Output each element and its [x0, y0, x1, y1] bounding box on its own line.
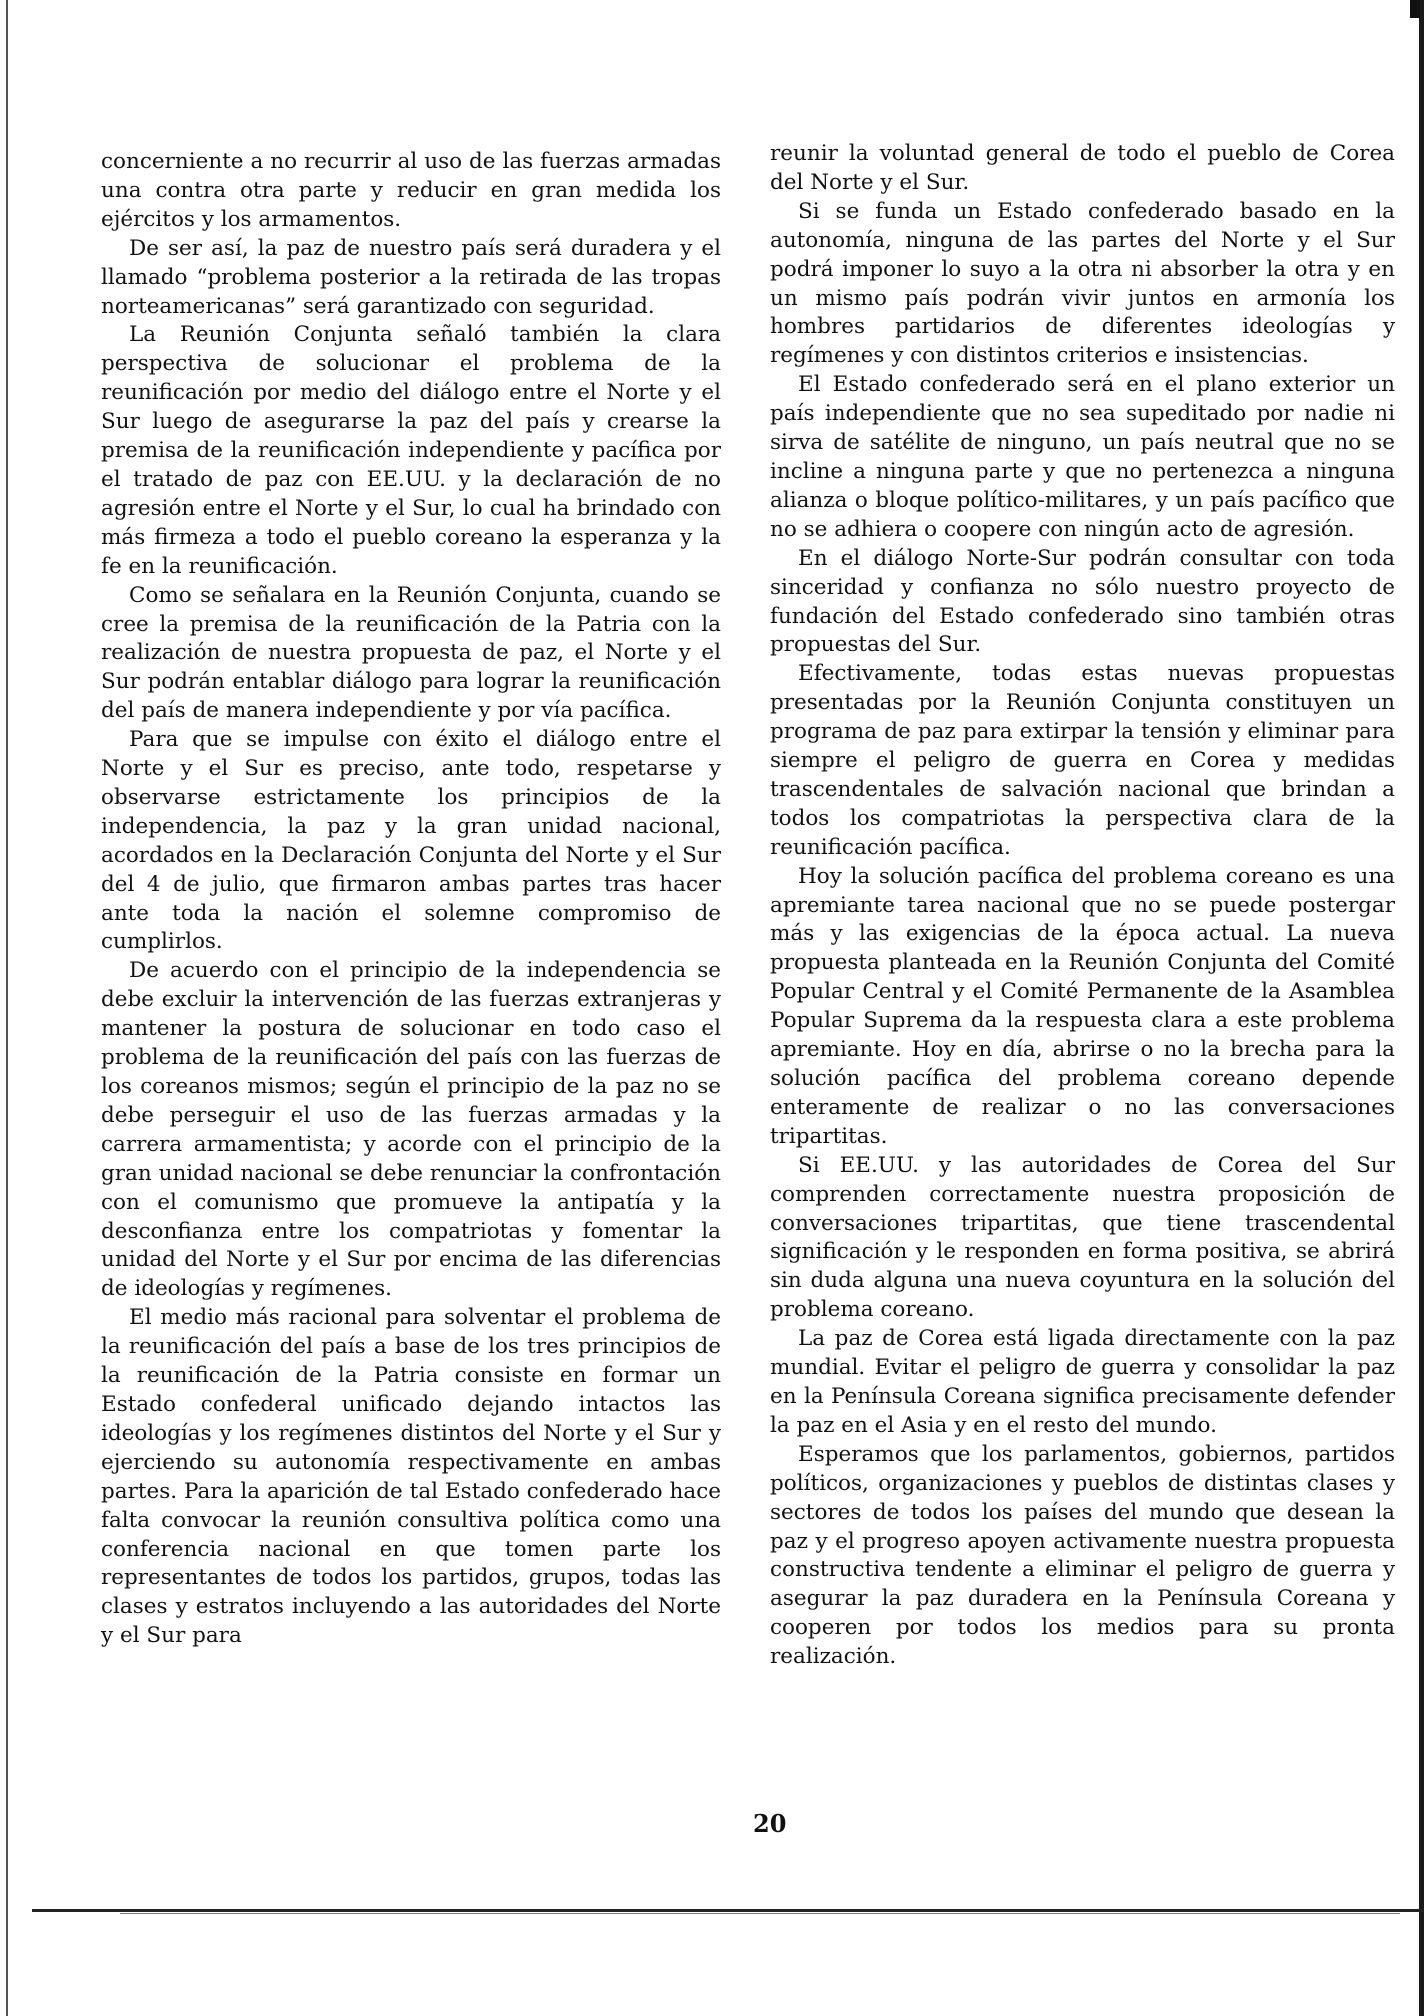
paragraph: Si se funda un Estado confederado basado en la autonomía, ninguna de las partes del Norte y el Sur podrá imponer lo suyo a la otra ni absorber la otra y en un mismo país podrán vivir juntos en armonía los hombres partidarios de diferentes ideologías y regímenes y con distintos criterios e insistencias.: [770, 198, 1395, 369]
paragraph: Efectivamente, todas estas nuevas propuestas presentadas por la Reunión Conjunta constituyen un programa de paz para extirpar la tensión y eliminar para siempre el peligro de guerra en Corea y medidas trascendentales de salvación nacional que brindan a todos los compatriotas la perspectiva clara de la reunificación pacífica.: [770, 661, 1395, 860]
paragraph: El Estado confederado será en el plano exterior un país independiente que no sea supeditado por nadie ni sirva de satélite de ninguno, un país neutral que no se incline a ninguna parte y que no pertenezca a ninguna alianza o bloque político-militares, y un país pacífico que no se adhiera o coopere con ningún acto de agresión.: [770, 372, 1395, 542]
paragraph: En el diálogo Norte-Sur podrán consultar con toda sinceridad y confianza no sólo nuestro proyecto de fundación del Estado confederado sino también otras propuestas del Sur.: [770, 545, 1395, 658]
paragraph: Como se señalara en la Reunión Conjunta, cuando se cree la premisa de la reunificación de la Patria con la realización de nuestra propuesta de paz, el Norte y el Sur podrán entablar diálogo para lograr la reunificación del país de manera independiente y por vía pacífica.: [101, 582, 721, 724]
paragraph: La paz de Corea está ligada directamente con la paz mundial. Evitar el peligro de guerra y consolidar la paz en la Península Coreana significa precisamente defender la paz en el Asia y en el resto del mundo.: [770, 1326, 1395, 1438]
bottom-rule-thin: [120, 1913, 1400, 1914]
paragraph: De acuerdo con el principio de la independencia se debe excluir la intervención de las fuerzas extranjeras y mantener la postura de solucionar en todo caso el problema de la reunificación del país con las fuerzas de los coreanos mismos; según el principio de la paz no se debe perseguir el uso de las fuerzas armadas y la carrera armamentista; y acorde con el principio de la gran unidad nacional se debe renunciar la confrontación con el comunismo que promueve la antipatía y la desconfianza entre los compatriotas y fomentar la unidad del Norte y el Sur por encima de las diferencias de ideologías y regímenes.: [101, 958, 721, 1302]
right-column: [770, 140, 1395, 1672]
paragraph: Para que se impulse con éxito el diálogo entre el Norte y el Sur es preciso, ante todo, respetarse y observarse estrictamente los principios de la independencia, la paz y la gran unidad nacional, acordados en la Declaración Conjunta del Norte y el Sur del 4 de julio, que firmaron ambas partes tras hacer ante toda la nación el solemne compromiso de cumplirlos.: [101, 727, 721, 955]
page-number: 20: [753, 1809, 787, 1838]
paragraph: Si EE.UU. y las autoridades de Corea del Sur comprenden correctamente nuestra proposición de conversaciones tripartitas, que tiene trascendental significación y le responden en forma positiva, se abrirá sin duda alguna una nueva coyuntura en la solución del problema coreano.: [770, 1152, 1395, 1323]
scan-corner-mark: [1410, 0, 1420, 18]
scan-edge-left: [6, 0, 8, 2016]
paragraph: reunir la voluntad general de todo el pueblo de Corea del Norte y el Sur.: [770, 141, 1395, 195]
paragraph: Esperamos que los parlamentos, gobiernos, partidos políticos, organizaciones y pueblos de distintas clases y sectores de todos los países del mundo que desean la paz y el progreso apoyen activamente nuestra propuesta constructiva tendente a eliminar el peligro de guerra y asegurar la paz duradera en la Península Coreana y cooperen por todos los medios para su pronta realización.: [770, 1441, 1395, 1670]
paragraph: La Reunión Conjunta señaló también la clara perspectiva de solucionar el problema de la reunificación por medio del diálogo entre el Norte y el Sur luego de asegurarse la paz del país y crearse la premisa de la reunificación independiente y pacífica por el tratado de paz con EE.UU. y la declaración de no agresión entre el Norte y el Sur, lo cual ha brindado con más firmeza a todo el pueblo coreano la esperanza y la fe en la reunificación.: [101, 322, 721, 579]
left-column: [101, 148, 721, 1651]
paragraph: Hoy la solución pacífica del problema coreano es una apremiante tarea nacional que no se puede postergar más y las exigencias de la época actual. La nueva propuesta planteada en la Reunión Conjunta del Comité Popular Central y el Comité Permanente de la Asamblea Popular Suprema da la respuesta clara a este problema apremiante. Hoy en día, abrirse o no la brecha para la solución pacífica del problema coreano depende enteramente de realizar o no las conversaciones tripartitas.: [770, 863, 1395, 1149]
paragraph: concerniente a no recurrir al uso de las fuerzas armadas una contra otra parte y reducir en gran medida los ejércitos y los armamentos.: [101, 149, 721, 232]
paragraph: El medio más racional para solventar el problema de la reunificación del país a base de los tres principios de la reunificación de la Patria consiste en formar un Estado confederal unificado dejando intactos las ideologías y los regímenes distintos del Norte y el Sur y ejerciendo su autonomía respectivamente en ambas partes. Para la aparición de tal Estado confederado hace falta convocar la reunión consultiva política como una conferencia nacional en que tomen parte los representantes de todos los partidos, grupos, todas las clases y estratos incluyendo a las autoridades del Norte y el Sur para: [101, 1305, 721, 1649]
bottom-rule: [32, 1909, 1424, 1912]
paragraph: De ser así, la paz de nuestro país será duradera y el llamado “problema posterior a la retirada de las tropas norteamericanas” será garantizado con seguridad.: [101, 235, 721, 319]
scan-edge-right: [1419, 0, 1424, 2016]
